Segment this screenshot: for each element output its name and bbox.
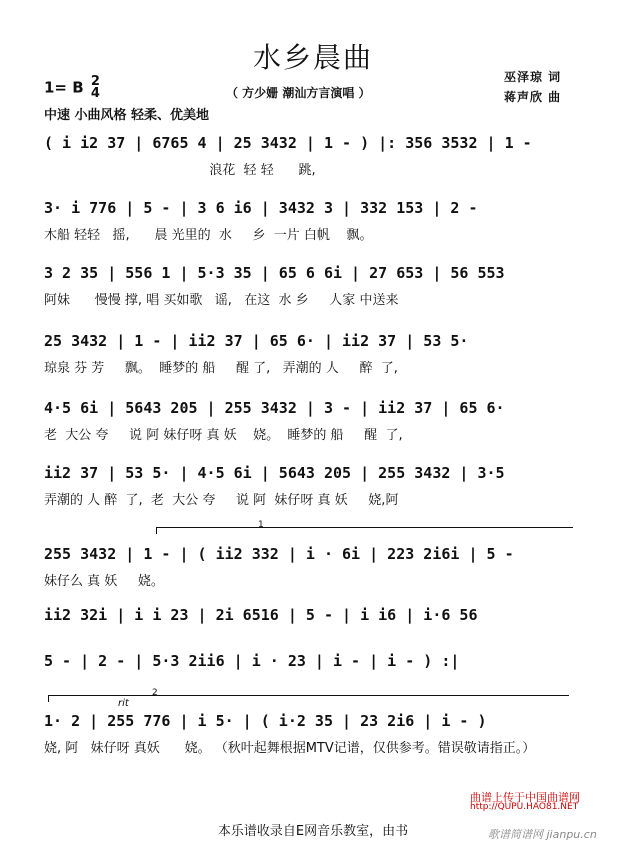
notation-text: ii2 37 | 53 5· | 4·5 6i | 5643 205 | 255 3432 | 3·5 bbox=[44, 464, 505, 482]
notation-line bbox=[44, 197, 584, 219]
notation-line bbox=[44, 132, 584, 154]
notation-line bbox=[44, 710, 584, 732]
lyric-line: 琼泉 芬 芳 飘。 睡梦的 船 醒 了, 弄潮的 人 醉 了, bbox=[44, 361, 398, 376]
volta-first-bracket bbox=[156, 527, 573, 534]
notation-text: 5 - | 2 - | 5·3 2ii6 | i · 23 | i - | i - ) :| bbox=[44, 652, 460, 670]
notation-text: 3 2 35 | 556 1 | 5·3 35 | 65 6 6i | 27 653 | 56 553 bbox=[44, 264, 505, 282]
lyric-line: 浪花 轻 轻 跳, bbox=[44, 163, 316, 178]
notation-text: ii2 32i | i i 23 | 2i 6516 | 5 - | i i6 | i·6 56 bbox=[44, 606, 478, 624]
performer-note: （ 方少姗 潮汕方言演唱 ） bbox=[226, 86, 371, 100]
lyric-line: 老 大公 夸 说 阿 妹仔呀 真 妖 娆。 睡梦的 船 醒 了, bbox=[44, 428, 403, 443]
time-num: 2 bbox=[90, 74, 100, 89]
notation-text: 25 3432 | 1 - | ii2 37 | 65 6· | ii2 37 | 53 5· bbox=[44, 332, 469, 350]
lyric-line: 弄潮的 人 醉 了, 老 大公 夸 说 阿 妹仔呀 真 妖 娆,阿 bbox=[44, 493, 399, 508]
lyricist-credit: 巫泽琼 词 bbox=[504, 70, 562, 84]
lyric-line: 娆, 阿 妹仔呀 真妖 娆。 （秋叶起舞根据MTV记谱，仅供参考。错误敬请指正。） bbox=[44, 741, 536, 756]
notation-text: 255 3432 | 1 - | ( ii2 332 | i · 6i | 223 2i6i | 5 - bbox=[44, 545, 514, 563]
notation-line bbox=[44, 650, 584, 672]
notation-line bbox=[44, 462, 584, 484]
watermark-url: http://QUPU.HAO81.NET bbox=[470, 802, 579, 812]
notation-text: ( i i2 37 | 6765 4 | 25 3432 | 1 - ) |: 356 3532 | 1 - bbox=[44, 134, 532, 152]
notation-line bbox=[44, 543, 584, 565]
watermark-jianpu: 歌谱简谱网 jianpu.cn bbox=[488, 828, 597, 841]
lyric-line: 妹仔么 真 妖 娆。 bbox=[44, 574, 164, 589]
notation-text: 4·5 6i | 5643 205 | 255 3432 | 3 - | ii2 37 | 65 6· bbox=[44, 399, 505, 417]
watermark-site: 曲谱上传于中国曲谱网 bbox=[470, 791, 580, 804]
notation-line bbox=[44, 330, 584, 352]
notation-line bbox=[44, 262, 584, 284]
key-prefix: 1= B bbox=[44, 78, 84, 97]
score-title: 水乡晨曲 bbox=[252, 41, 373, 74]
footer-credit: 本乐谱收录自E网音乐教室，由书 bbox=[217, 824, 409, 839]
lyric-line: 木船 轻轻 摇, 晨 光里的 水 乡 一片 白帆 飘。 bbox=[44, 228, 373, 243]
notation-text: 3· i 776 | 5 - | 3 6 i6 | 3432 3 | 332 153 | 2 - bbox=[44, 199, 478, 217]
composer-credit: 蒋声欣 曲 bbox=[504, 90, 562, 104]
ritardando-marking: rit bbox=[118, 698, 129, 709]
key-signature bbox=[44, 76, 100, 100]
time-signature bbox=[91, 76, 100, 100]
lyric-line: 阿妹 慢慢 撑, 唱 买如歌 谣, 在这 水 乡 人家 中送来 bbox=[44, 293, 399, 308]
volta-second-number: 2 bbox=[152, 688, 158, 698]
time-den: 4 bbox=[90, 86, 100, 101]
notation-text: 1· 2 | 255 776 | i 5· | ( i·2 35 | 23 2i6 | i - ) bbox=[44, 712, 487, 730]
volta-first-number: 1 bbox=[258, 520, 264, 530]
notation-line bbox=[44, 397, 584, 419]
tempo-marking: 中速 小曲风格 轻柔、优美地 bbox=[44, 108, 210, 123]
notation-line bbox=[44, 604, 584, 626]
